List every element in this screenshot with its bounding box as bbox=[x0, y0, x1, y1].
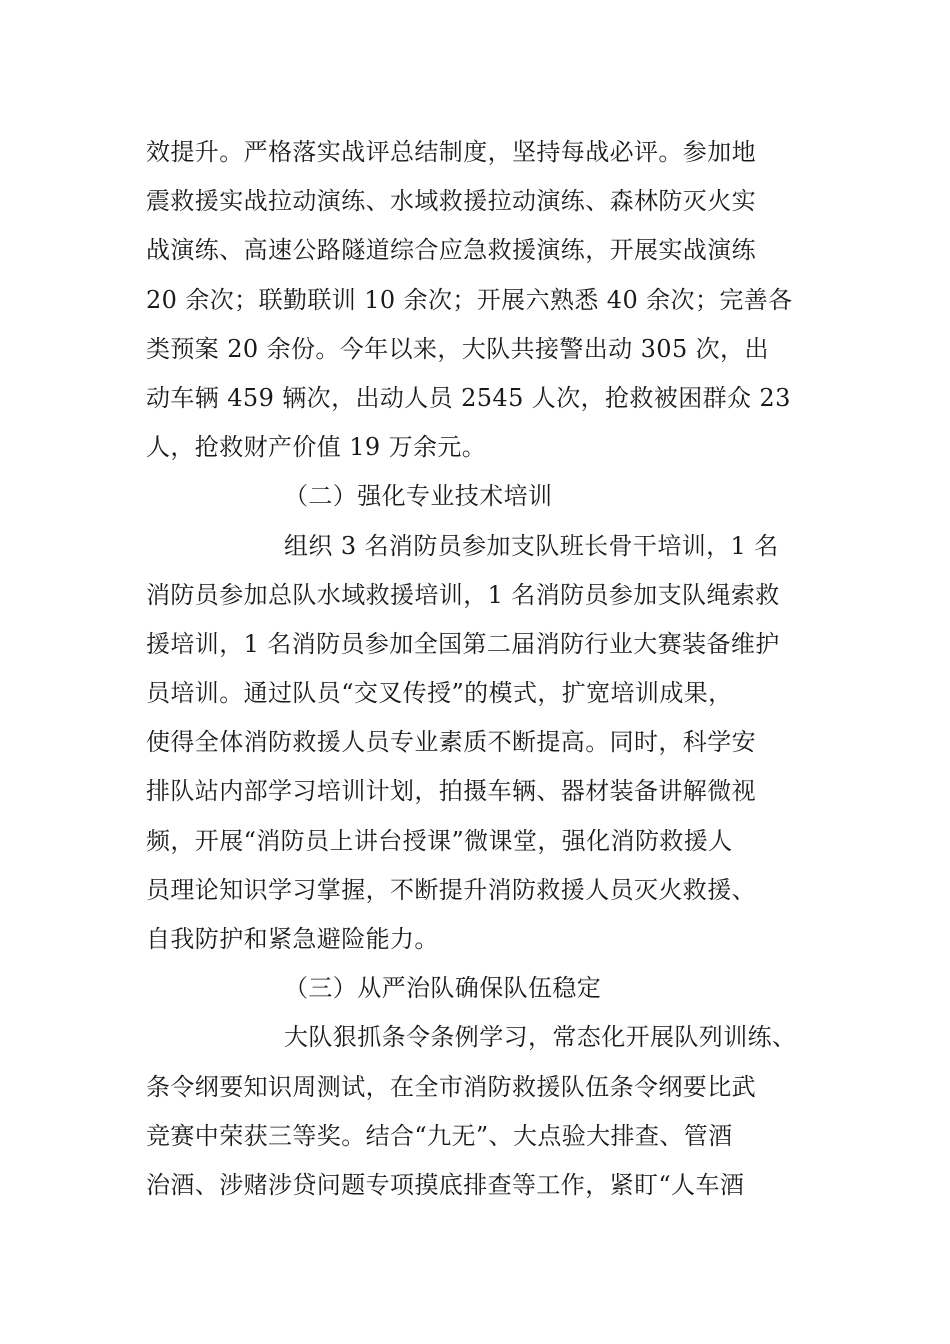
text-line: 治酒、涉赌涉贷问题专项摸底排查等工作，紧盯“人车酒 bbox=[146, 1170, 745, 1199]
document-body bbox=[146, 128, 826, 1210]
text-line: 排队站内部学习培训计划，拍摄车辆、器材装备讲解微视 bbox=[146, 777, 756, 806]
paragraph-discipline bbox=[146, 1013, 826, 1210]
text-line: 频，开展“消防员上讲台授课”微课堂，强化消防救援人 bbox=[146, 826, 733, 855]
text-line: 竞赛中荣获三等奖。结合“九无”、大点验大排查、管酒 bbox=[146, 1121, 733, 1150]
text-line: 员理论知识学习掌握，不断提升消防救援人员灭火救援、 bbox=[146, 875, 756, 904]
paragraph-results bbox=[146, 128, 826, 472]
text-line: 效提升。严格落实战评总结制度，坚持每战必评。参加地 bbox=[146, 138, 756, 166]
text-line: 震救援实战拉动演练、水域救援拉动演练、森林防灭火实 bbox=[146, 187, 756, 216]
text-line: 类预案 20 余份。今年以来，大队共接警出动 305 次，出 bbox=[146, 334, 769, 363]
section-heading-3 bbox=[146, 964, 826, 1013]
text-line: 战演练、高速公路隧道综合应急救援演练，开展实战演练 bbox=[146, 236, 756, 265]
text-line: 自我防护和紧急避险能力。 bbox=[146, 925, 439, 953]
heading-text: （三）从严治队确保队伍稳定 bbox=[284, 974, 602, 1003]
paragraph-training bbox=[146, 522, 826, 965]
text-line: 动车辆 459 辆次，出动人员 2545 人次，抢救被困群众 23 bbox=[146, 383, 791, 412]
section-heading-2 bbox=[146, 472, 826, 521]
text-line: 员培训。通过队员“交叉传授”的模式，扩宽培训成果， bbox=[146, 679, 733, 708]
text-line: 组织 3 名消防员参加支队班长骨干培训，1 名 bbox=[284, 531, 779, 560]
text-line: 条令纲要知识周测试，在全市消防救援队伍条令纲要比武 bbox=[146, 1072, 756, 1101]
heading-text: （二）强化专业技术培训 bbox=[284, 482, 553, 511]
text-line: 使得全体消防救援人员专业素质不断提高。同时，科学安 bbox=[146, 728, 756, 757]
text-line: 20 余次；联勤联训 10 余次；开展六熟悉 40 余次；完善各 bbox=[146, 285, 793, 314]
text-line: 消防员参加总队水域救援培训，1 名消防员参加支队绳索救 bbox=[146, 580, 780, 609]
text-line: 人，抢救财产价值 19 万余元。 bbox=[146, 433, 487, 462]
text-line: 援培训，1 名消防员参加全国第二届消防行业大赛装备维护 bbox=[146, 629, 780, 658]
text-line: 大队狠抓条令条例学习，常态化开展队列训练、 bbox=[284, 1023, 797, 1052]
